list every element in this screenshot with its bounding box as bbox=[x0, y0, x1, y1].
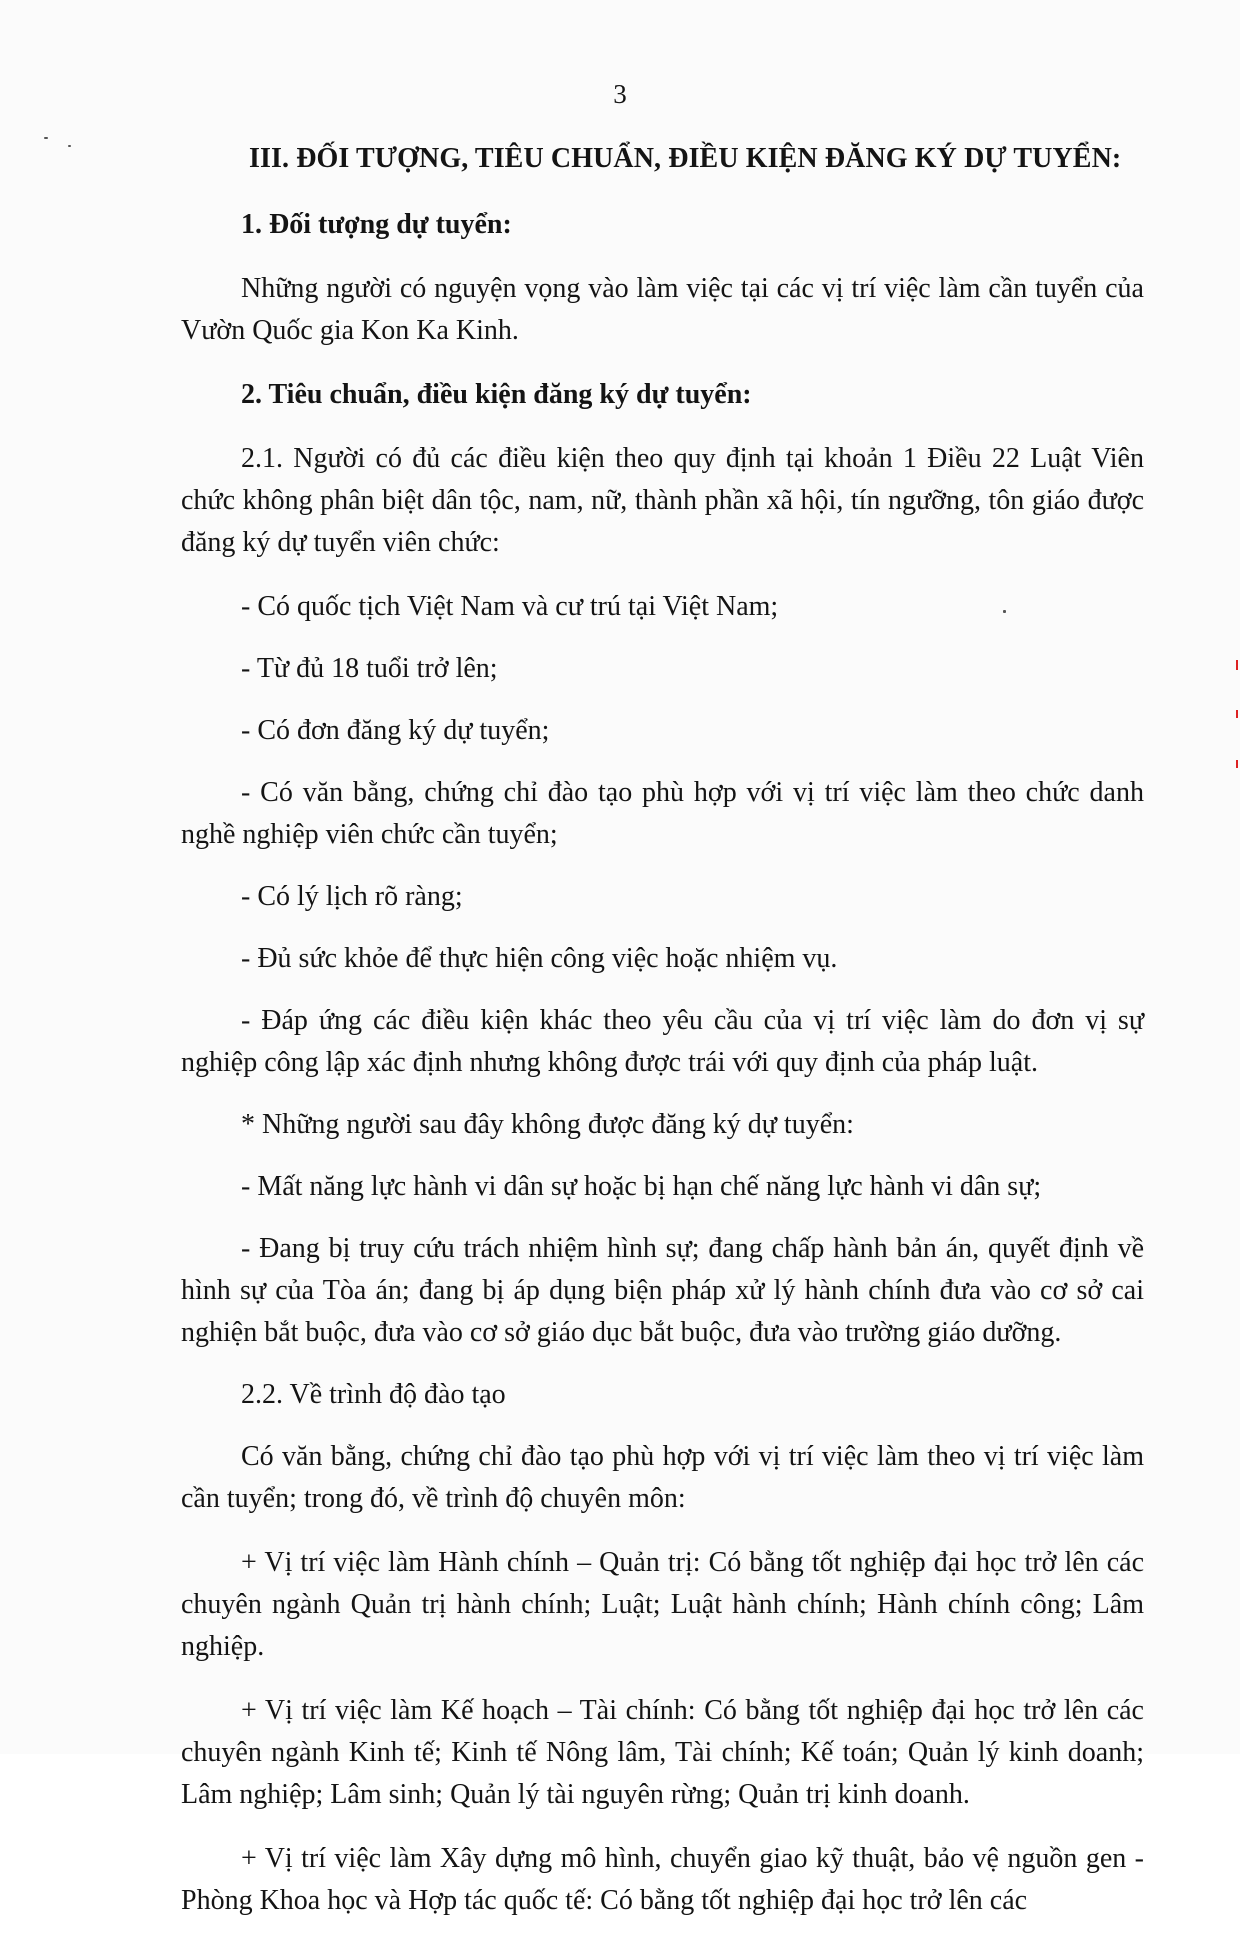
document-body bbox=[181, 138, 1144, 1944]
paragraph-target-candidates: Những người có nguyện vọng vào làm việc tại các vị trí việc làm cần tuyển của Vườn Quốc gia Kon Ka Kinh. bbox=[181, 273, 1144, 346]
condition-item: - Đủ sức khỏe để thực hiện công việc hoặc nhiệm vụ. bbox=[241, 943, 838, 974]
section-heading: III. ĐỐI TƯỢNG, TIÊU CHUẨN, ĐIỀU KIỆN ĐĂNG KÝ DỰ TUYỂN: bbox=[249, 143, 1122, 174]
exclusion-item: - Mất năng lực hành vi dân sự hoặc bị hạn chế năng lực hành vi dân sự; bbox=[241, 1171, 1042, 1202]
page-number: 3 bbox=[613, 79, 627, 109]
condition-item: - Có đơn đăng ký dự tuyển; bbox=[241, 715, 550, 746]
subsection-heading-1: 1. Đối tượng dự tuyển: bbox=[241, 209, 512, 240]
scan-edge-mark bbox=[1236, 660, 1238, 670]
position-requirement-item: + Vị trí việc làm Hành chính – Quản trị: Có bằng tốt nghiệp đại học trở lên các chuyên ngành Quản trị hành chính; Luật; Luật hành chính; Hành chính công; Lâm nghiệp. bbox=[181, 1547, 1144, 1662]
exclusion-item: - Đang bị truy cứu trách nhiệm hình sự; đang chấp hành bản án, quyết định về hình sự của Tòa án; đang bị áp dụng biện pháp xử lý hành chính đưa vào cơ sở cai nghiện bắt buộc, đưa vào cơ sở giáo dục bắt buộc, đưa vào trường giáo dưỡng. bbox=[181, 1233, 1144, 1348]
scan-edge-mark bbox=[1236, 760, 1238, 768]
subsection-heading-2: 2. Tiêu chuẩn, điều kiện đăng ký dự tuyển: bbox=[241, 379, 752, 410]
position-requirement-item: + Vị trí việc làm Xây dựng mô hình, chuyển giao kỹ thuật, bảo vệ nguồn gen - Phòng Khoa học và Hợp tác quốc tế: Có bằng tốt nghiệp đại học trở lên các bbox=[181, 1843, 1144, 1916]
scan-speck bbox=[44, 137, 48, 139]
condition-item: - Từ đủ 18 tuổi trở lên; bbox=[241, 653, 498, 684]
paragraph-2-2-heading: 2.2. Về trình độ đào tạo bbox=[241, 1379, 506, 1410]
condition-item: - Có quốc tịch Việt Nam và cư trú tại Việt Nam; bbox=[241, 591, 779, 622]
condition-item: - Đáp ứng các điều kiện khác theo yêu cầu của vị trí việc làm do đơn vị sự nghiệp công lập xác định nhưng không được trái với quy định của pháp luật. bbox=[181, 1005, 1144, 1078]
scan-edge-mark bbox=[1236, 710, 1238, 718]
paragraph-2-1-intro: 2.1. Người có đủ các điều kiện theo quy định tại khoản 1 Điều 22 Luật Viên chức không phân biệt dân tộc, nam, nữ, thành phần xã hội, tín ngưỡng, tôn giáo được đăng ký dự tuyển viên chức: bbox=[181, 443, 1144, 558]
condition-item: - Có lý lịch rõ ràng; bbox=[241, 881, 463, 912]
exclusion-intro: * Những người sau đây không được đăng ký dự tuyển: bbox=[241, 1109, 854, 1140]
position-requirement-item: + Vị trí việc làm Kế hoạch – Tài chính: Có bằng tốt nghiệp đại học trở lên các chuyên ngành Kinh tế; Kinh tế Nông lâm, Tài chính; Kế toán; Quản lý kinh doanh; Lâm nghiệp; Lâm sinh; Quản lý tài nguyên rừng; Quản trị kinh doanh. bbox=[181, 1695, 1144, 1810]
paragraph-2-2-text: Có văn bằng, chứng chỉ đào tạo phù hợp với vị trí việc làm theo vị trí việc làm cần tuyển; trong đó, về trình độ chuyên môn: bbox=[181, 1441, 1144, 1514]
scan-speck bbox=[68, 145, 71, 147]
condition-item: - Có văn bằng, chứng chỉ đào tạo phù hợp với vị trí việc làm theo chức danh nghề nghiệp viên chức cần tuyển; bbox=[181, 777, 1144, 850]
